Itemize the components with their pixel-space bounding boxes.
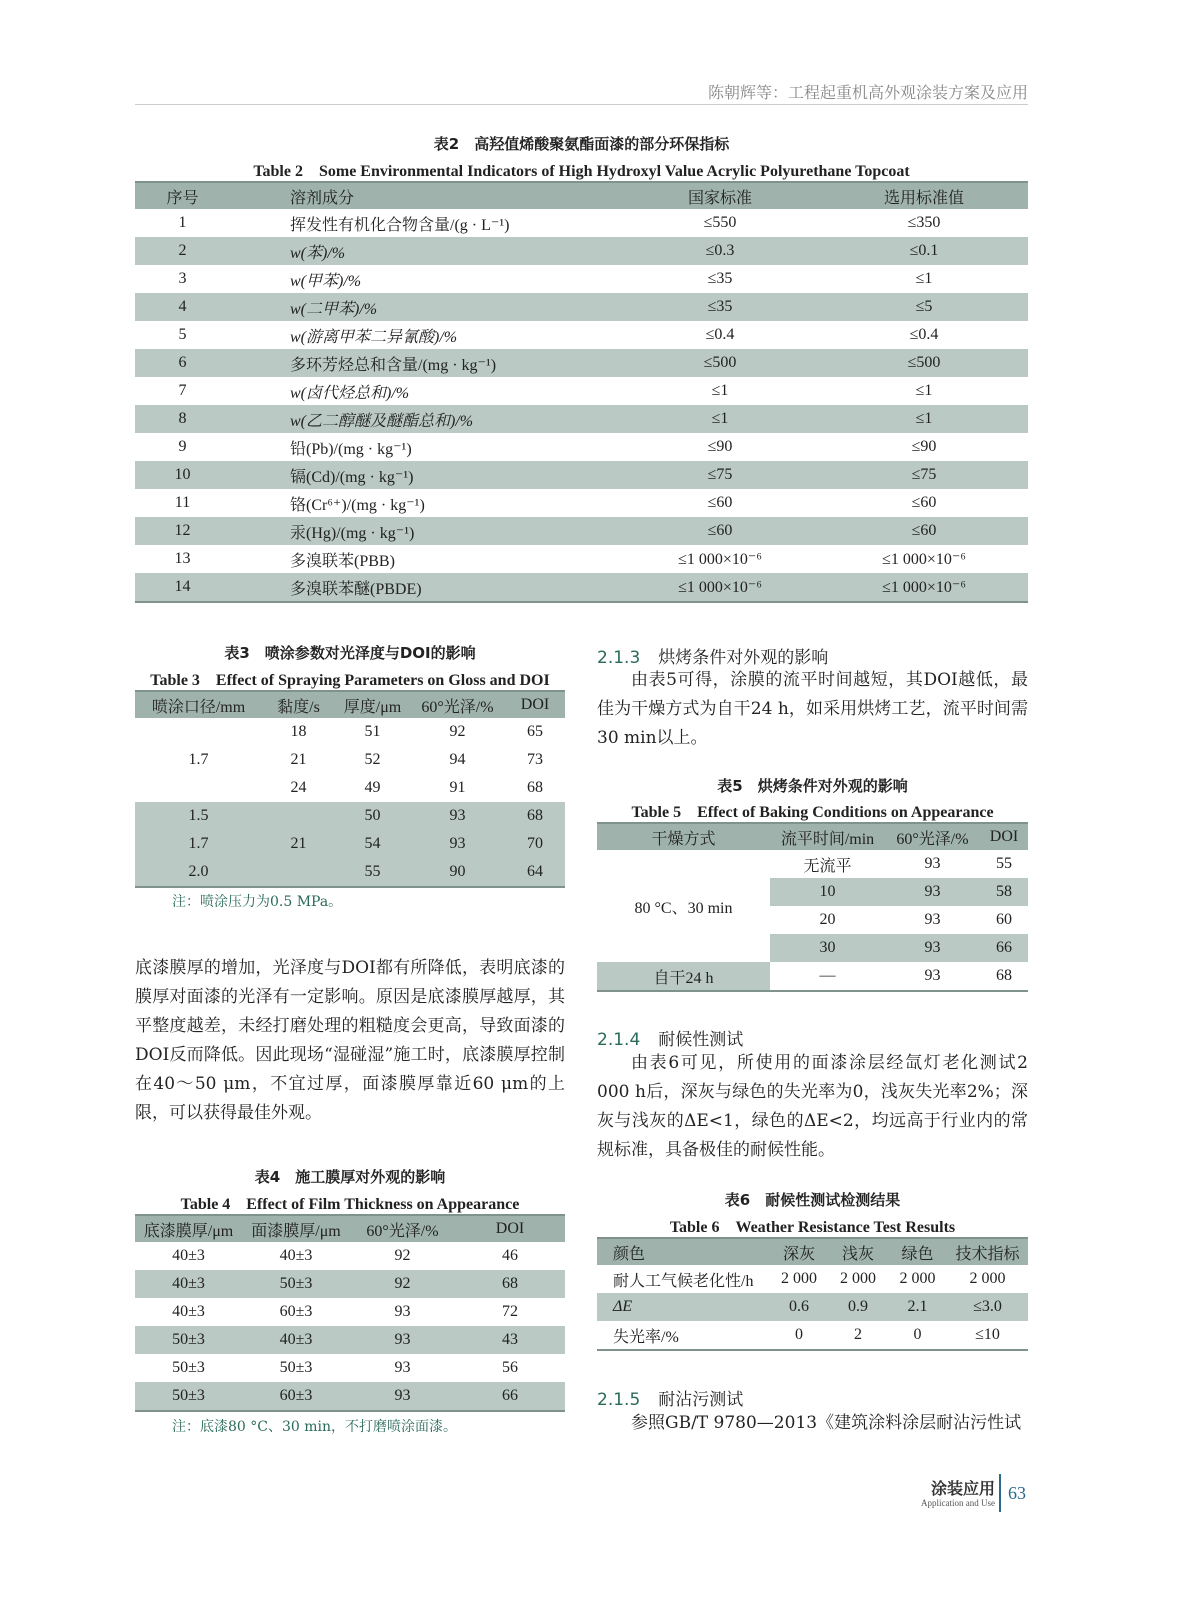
table-cell: 92	[394, 1247, 411, 1264]
table-row	[135, 265, 1028, 293]
table-cell: 40±3	[135, 1270, 242, 1298]
table-cell: 50	[335, 802, 410, 830]
column-header: 干燥方式	[597, 823, 770, 850]
table-cell: 66	[980, 934, 1028, 962]
table3-header-row	[135, 691, 565, 718]
table-cell: 10	[135, 461, 230, 489]
table-cell: 66	[455, 1382, 565, 1411]
column-header: 序号	[135, 182, 230, 209]
table-cell: 14	[135, 573, 230, 602]
table-row	[597, 1265, 1028, 1293]
table-row	[135, 489, 1028, 517]
table-row	[597, 962, 1028, 991]
table-cell: ≤0.3	[620, 237, 820, 265]
table-cell: 52	[364, 751, 381, 768]
table-row	[135, 830, 565, 858]
table6-caption-en: Table 6 Weather Resistance Test Results	[669, 1219, 956, 1236]
table-cell: 30	[770, 934, 885, 962]
column-header: 流平时间/min	[770, 823, 885, 850]
table-cell: 汞(Hg)/(mg · kg⁻¹)	[230, 517, 620, 545]
table-row	[135, 209, 1028, 237]
column-header: 深灰	[770, 1238, 828, 1265]
table-row	[135, 349, 1028, 377]
table-cell: ≤500	[820, 349, 1028, 377]
table-cell: 49	[364, 779, 381, 796]
table-cell: w(二甲苯)/%	[230, 293, 620, 321]
table4-caption-en: Table 4 Effect of Film Thickness on Appearance	[180, 1196, 520, 1213]
table-cell: —	[819, 967, 836, 984]
table-cell: 0.6	[770, 1293, 828, 1321]
column-header: 颜色	[597, 1238, 770, 1265]
table-cell: 自干24 h	[597, 962, 770, 991]
table-cell: ≤35	[620, 293, 820, 321]
table-cell: 93	[924, 911, 941, 928]
table-cell: 9	[178, 438, 187, 455]
section-2-1-4-body: 由表6可见，所使用的面漆涂层经氙灯老化测试2 000 h后，深灰与绿色的失光率为0，浅灰失光率2%；深灰与浅灰的ΔE<1，绿色的ΔE<2，均远高于行业内的常规标准，具备极佳的耐候性能。	[597, 1053, 1028, 1160]
table-cell: w(游离甲苯二异氰酸)/%	[290, 328, 458, 346]
column-header: 绿色	[888, 1238, 947, 1265]
column-header: 浅灰	[828, 1238, 888, 1265]
table-cell: ≤500	[620, 349, 820, 377]
table-cell: 55	[335, 858, 410, 887]
table-cell: 24	[290, 779, 307, 796]
column-header: 60°光泽/%	[350, 1215, 455, 1242]
table-row	[135, 718, 565, 746]
table-cell: 20	[819, 911, 836, 928]
table-cell: 1.7	[135, 830, 262, 858]
table-cell: 54	[335, 830, 410, 858]
table-cell: 70	[505, 830, 565, 858]
table-cell: 21	[262, 802, 335, 887]
table-cell: 93	[924, 967, 941, 984]
table-cell: ≤550	[703, 214, 737, 231]
table-row	[135, 377, 1028, 405]
table-cell: 铅(Pb)/(mg · kg⁻¹)	[290, 440, 412, 458]
table-cell: 21	[290, 751, 307, 768]
table-cell: 93	[394, 1359, 411, 1376]
table3-note: 注：喷涂压力为0.5 MPa。	[172, 894, 343, 910]
section-2-1-3-heading: 2.1.3 烘烤条件对外观的影响	[597, 648, 829, 668]
table2-caption-cn: 表2 高羟值烯酸聚氨酯面漆的部分环保指标	[433, 135, 730, 153]
table-cell: 68	[505, 802, 565, 830]
column-header: 60°光泽/%	[410, 691, 505, 718]
column-header: 厚度/μm	[335, 691, 410, 718]
table5-header-row	[597, 823, 1028, 850]
table-cell: 55	[996, 855, 1012, 872]
table-cell: ≤1 000×10⁻⁶	[678, 551, 762, 568]
table-cell: ≤1	[915, 382, 933, 399]
page-number: 63	[1008, 1483, 1026, 1503]
table-cell: 93	[885, 878, 980, 906]
table-cell: 60	[996, 911, 1012, 928]
table-cell: 73	[527, 751, 543, 768]
table-cell: 50±3	[279, 1359, 313, 1376]
table-cell: 93	[350, 1382, 455, 1411]
table-cell: 0	[795, 1326, 803, 1343]
table-cell: 51	[364, 723, 381, 740]
table-cell: 40±3	[172, 1247, 205, 1264]
journal-name-cn: 涂装应用	[930, 1479, 995, 1498]
table-cell: 7	[178, 382, 187, 399]
table-cell: 2 000	[840, 1270, 876, 1287]
table-cell: 40±3	[242, 1326, 350, 1354]
table-cell: 2	[135, 237, 230, 265]
table-cell: 56	[502, 1359, 518, 1376]
column-header: 喷涂口径/mm	[135, 691, 262, 718]
table-cell: 11	[174, 494, 191, 511]
table-cell: 2 000	[899, 1270, 936, 1287]
column-header: 溶剂成分	[230, 182, 620, 209]
left-paragraph: 底漆膜厚的增加，光泽度与DOI都有所降低，表明底漆的膜厚对面漆的光泽有一定影响。原因是底漆膜厚越厚，其平整度越差，未经打磨处理的粗糙度会更高，导致面漆的DOI反而降低。因此现场“湿碰湿”施工时，底漆膜厚控制在40～50 μm，不宜过厚，面漆膜厚靠近60 μm的上限，可以获得最佳外观。	[135, 958, 565, 1123]
table-cell: 12	[135, 517, 230, 545]
table-cell: 镉(Cd)/(mg · kg⁻¹)	[230, 461, 620, 489]
table-cell: ≤0.4	[705, 326, 735, 343]
table-cell: 50±3	[242, 1270, 350, 1298]
column-header: 黏度/s	[262, 691, 335, 718]
table-row	[135, 405, 1028, 433]
table6	[597, 1237, 1028, 1351]
table-cell: 60±3	[242, 1382, 350, 1411]
table-cell: ≤1 000×10⁻⁶	[820, 573, 1028, 602]
table-cell: ≤3.0	[947, 1293, 1028, 1321]
table4-header-row	[135, 1215, 565, 1242]
table-cell: ≤1	[711, 382, 729, 399]
table-cell: 40±3	[279, 1247, 313, 1264]
table-cell: 2 000	[781, 1270, 817, 1287]
table-cell: ≤1	[620, 405, 820, 433]
table-cell: ≤1	[820, 405, 1028, 433]
table-cell: 93	[924, 855, 941, 872]
table-row	[135, 1242, 565, 1270]
table-cell: w(卤代烃总和)/%	[290, 384, 410, 402]
table-cell: 64	[505, 858, 565, 887]
table4	[135, 1214, 565, 1412]
table-cell: ≤350	[907, 214, 941, 231]
table-cell: 18	[290, 723, 307, 740]
table-cell: 4	[135, 293, 230, 321]
table-cell: 93	[885, 934, 980, 962]
table-cell: 93	[394, 1303, 411, 1320]
table-cell: 91	[449, 779, 466, 796]
table-cell: 2 000	[969, 1270, 1006, 1287]
table6-caption-cn: 表6 耐候性测试检测结果	[724, 1191, 901, 1209]
column-header: DOI	[505, 691, 565, 718]
table-cell: 2.1	[888, 1293, 947, 1321]
table-cell: 1.7	[188, 751, 209, 768]
table-cell: 65	[527, 723, 543, 740]
header-rule	[135, 104, 1028, 105]
table-row	[597, 850, 1028, 878]
section-2-1-3-body: 由表5可得，涂膜的流平时间越短，其DOI越低，最佳为干燥方式为自干24 h，如采用烘烤工艺，流平时间需30 min以上。	[597, 670, 1028, 748]
table2-caption-en: Table 2 Some Environmental Indicators of High Hydroxyl Value Acrylic Polyurethane Topcoat	[253, 163, 910, 180]
table-cell: ≤60	[820, 517, 1028, 545]
table-cell: 60±3	[279, 1303, 313, 1320]
table-row	[135, 1382, 565, 1411]
table-cell: 1	[178, 214, 187, 231]
table-row	[135, 1354, 565, 1382]
table-row	[135, 517, 1028, 545]
table-cell: 68	[455, 1270, 565, 1298]
table-cell: 2.0	[135, 858, 262, 887]
column-header: 选用标准值	[820, 182, 1028, 209]
table-row	[135, 1270, 565, 1298]
table-cell: ≤75	[620, 461, 820, 489]
table-cell: 3	[178, 270, 187, 287]
table-cell: ≤1	[915, 270, 933, 287]
table2	[135, 181, 1028, 603]
table-cell: 多环芳烃总和含量/(mg · kg⁻¹)	[230, 349, 620, 377]
table-cell: ≤90	[707, 438, 733, 455]
table-cell: 92	[350, 1270, 455, 1298]
table3	[135, 690, 565, 888]
table6-header-row	[597, 1238, 1028, 1265]
table-row	[135, 237, 1028, 265]
table-cell: ≤10	[975, 1326, 1000, 1343]
table-cell: 50±3	[172, 1359, 205, 1376]
table5-caption-en: Table 5 Effect of Baking Conditions on Appearance	[631, 804, 994, 821]
table5-caption-cn: 表5 烘烤条件对外观的影响	[717, 777, 908, 795]
table-cell: ≤1 000×10⁻⁶	[882, 551, 966, 568]
table-cell: 93	[350, 1326, 455, 1354]
table-cell: w(苯)/%	[230, 237, 620, 265]
table-cell: 58	[980, 878, 1028, 906]
table3-caption-en: Table 3 Effect of Spraying Parameters on Gloss and DOI	[150, 672, 550, 689]
table-cell: 0	[913, 1326, 922, 1343]
table-row	[597, 1321, 1028, 1350]
table-cell: 多溴联苯醚(PBDE)	[230, 573, 620, 602]
table-cell: 挥发性有机化合物含量/(g · L⁻¹)	[290, 216, 510, 234]
table-cell: 多溴联苯(PBB)	[290, 552, 395, 570]
table-cell: 50±3	[135, 1382, 242, 1411]
table-cell: ≤0.4	[909, 326, 939, 343]
table-cell: 8	[135, 405, 230, 433]
table4-caption-cn: 表4 施工膜厚对外观的影响	[254, 1168, 446, 1186]
table-cell: 耐人工气候老化性/h	[613, 1272, 754, 1290]
table-row	[135, 433, 1028, 461]
table5	[597, 822, 1028, 992]
table-cell: 68	[996, 967, 1012, 984]
running-title: 陈朝辉等：工程起重机高外观涂装方案及应用	[707, 83, 1028, 102]
table-cell: 92	[449, 723, 466, 740]
table-row	[135, 802, 565, 830]
table-row	[135, 293, 1028, 321]
table-cell: ΔE	[597, 1293, 770, 1321]
table-cell: 93	[410, 802, 505, 830]
column-header: 底漆膜厚/μm	[135, 1215, 242, 1242]
table-cell: 43	[455, 1326, 565, 1354]
section-2-1-5-body: 参照GB/T 9780—2013《建筑涂料涂层耐沾污性试	[631, 1413, 1022, 1433]
column-header: 面漆膜厚/μm	[242, 1215, 350, 1242]
table-cell: 93	[410, 830, 505, 858]
section-2-1-4-heading: 2.1.4 耐候性测试	[597, 1030, 744, 1050]
table-cell: 2	[854, 1326, 862, 1343]
table-row	[135, 1326, 565, 1354]
table-cell: 90	[410, 858, 505, 887]
table-cell: 80 °C、30 min	[634, 899, 733, 917]
table-cell: 失光率/%	[613, 1328, 679, 1346]
column-header: DOI	[980, 823, 1028, 850]
table-row	[597, 1293, 1028, 1321]
table-row	[135, 858, 565, 887]
column-header: 60°光泽/%	[885, 823, 980, 850]
table-cell: 50±3	[135, 1326, 242, 1354]
section-2-1-5-heading: 2.1.5 耐沾污测试	[597, 1390, 744, 1410]
footer-divider	[999, 1474, 1001, 1512]
table-cell: ≤60	[620, 517, 820, 545]
table2-header-row	[135, 182, 1028, 209]
table-cell: 40±3	[172, 1303, 205, 1320]
table-cell: 72	[502, 1303, 518, 1320]
table-cell: ≤60	[911, 494, 937, 511]
table-row	[135, 461, 1028, 489]
table-cell: ≤5	[820, 293, 1028, 321]
table4-note: 注：底漆80 °C、30 min，不打磨喷涂面漆。	[172, 1419, 458, 1435]
table3-caption-cn: 表3 喷涂参数对光泽度与DOI的影响	[224, 644, 476, 662]
column-header: 国家标准	[620, 182, 820, 209]
table-cell: 94	[449, 751, 466, 768]
table-row	[135, 1298, 565, 1326]
table-cell: 铬(Cr⁶⁺)/(mg · kg⁻¹)	[290, 496, 425, 514]
table-cell: ≤35	[707, 270, 733, 287]
table-cell: 0.9	[828, 1293, 888, 1321]
table-cell: ≤0.1	[820, 237, 1028, 265]
table-cell: 1.5	[135, 802, 262, 830]
table-cell: 6	[135, 349, 230, 377]
table-cell: 68	[527, 779, 543, 796]
column-header: DOI	[455, 1215, 565, 1242]
table-cell: ≤1 000×10⁻⁶	[620, 573, 820, 602]
table-cell: 5	[178, 326, 187, 343]
table-cell: 46	[502, 1247, 518, 1264]
journal-name-en: Application and Use	[921, 1498, 995, 1508]
table-row	[135, 545, 1028, 573]
table-cell: 13	[174, 550, 191, 567]
table-cell: w(甲苯)/%	[290, 272, 362, 290]
table-cell: ≤60	[707, 494, 733, 511]
table-cell: ≤75	[820, 461, 1028, 489]
column-header: 技术指标	[947, 1238, 1028, 1265]
table-cell: ≤90	[911, 438, 937, 455]
table-cell: 10	[770, 878, 885, 906]
table-row	[135, 321, 1028, 349]
table-row	[135, 573, 1028, 602]
table-cell: w(乙二醇醚及醚酯总和)/%	[230, 405, 620, 433]
table-cell: 无流平	[803, 857, 852, 875]
